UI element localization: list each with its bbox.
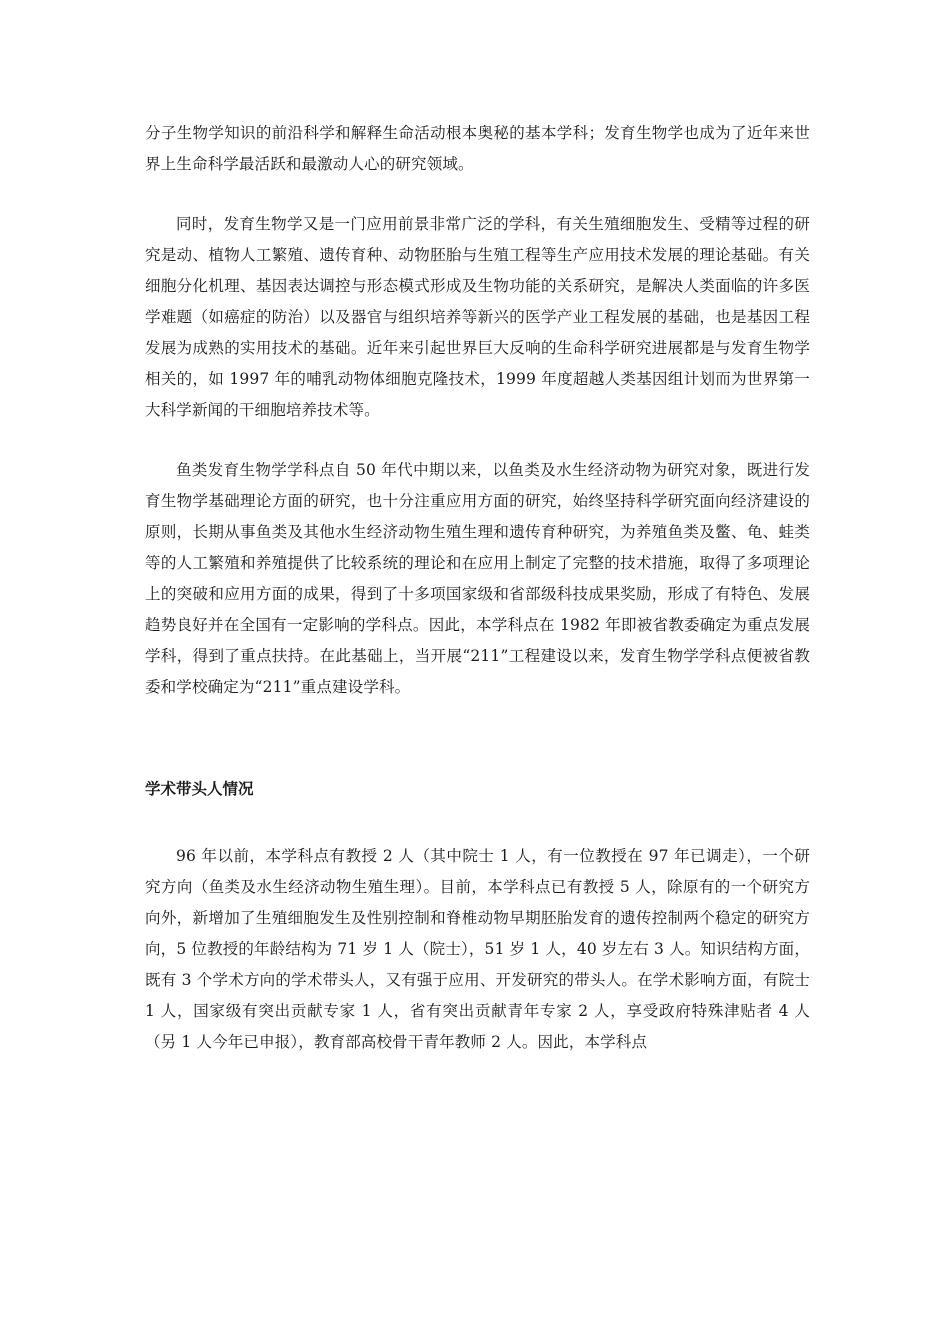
section-heading: 学术带头人情况	[145, 779, 254, 798]
document-page	[145, 118, 810, 1058]
paragraph-discipline-history: 鱼类发育生物学学科点自 50 年代中期以来，以鱼类及水生经济动物为研究对象，既进行发育生物学基础理论方面的研究，也十分注重应用方面的研究，始终坚持科学研究面向经济建设的原则，长期从事鱼类及其他水生经济动物生殖生理和遗传育种研究，为养殖鱼类及鳖、龟、蛙类等的人工繁殖和养殖提供了比较系统的理论和在应用上制定了完整的技术措施，取得了多项理论上的突破和应用方面的成果，得到了十多项国家级和省部级科技成果奖励，形成了有特色、发展趋势良好并在全国有一定影响的学科点。因此，本学科点在 1982 年即被省教委确定为重点发展学科，得到了重点扶持。在此基础上，当开展“211”工程建设以来，发育生物学学科点便被省教委和学校确定为“211”重点建设学科。	[145, 461, 810, 696]
paragraph-academic-leaders: 96 年以前，本学科点有教授 2 人（其中院士 1 人，有一位教授在 97 年已调走），一个研究方向（鱼类及水生经济动物生殖生理）。目前，本学科点已有教授 5 人，除原有的一个研究方向外，新增加了生殖细胞发生及性别控制和脊椎动物早期胚胎发育的遗传控制两个稳定的研究方向，5 位教授的年龄结构为 71 岁 1 人（院士），51 岁 1 人，40 岁左右 3 人。知识结构方面，既有 3 个学术方向的学术带头人，又有强于应用、开发研究的带头人。在学术影响方面，有院士 1 人，国家级有突出贡献专家 1 人，省有突出贡献青年专家 2 人，享受政府特殊津贴者 4 人（另 1 人今年已申报），教育部高校骨干青年教师 2 人。因此，本学科点	[145, 847, 810, 1051]
paragraph-intro-continuation: 分子生物学知识的前沿科学和解释生命活动根本奥秘的基本学科；发育生物学也成为了近年来世界上生命科学最活跃和最激动人心的研究领域。	[145, 124, 810, 173]
paragraph-applications: 同时，发育生物学又是一门应用前景非常广泛的学科，有关生殖细胞发生、受精等过程的研究是动、植物人工繁殖、遗传育种、动物胚胎与生殖工程等生产应用技术发展的理论基础。有关细胞分化机理、基因表达调控与形态模式形成及生物功能的关系研究，是解决人类面临的许多医学难题（如癌症的防治）以及器官与组织培养等新兴的医学产业工程发展的基础，也是基因工程发展为成熟的实用技术的基础。近年来引起世界巨大反响的生命科学研究进展都是与发育生物学相关的，如 1997 年的哺乳动物体细胞克隆技术，1999 年度超越人类基因组计划而为世界第一大科学新闻的干细胞培养技术等。	[145, 215, 810, 419]
